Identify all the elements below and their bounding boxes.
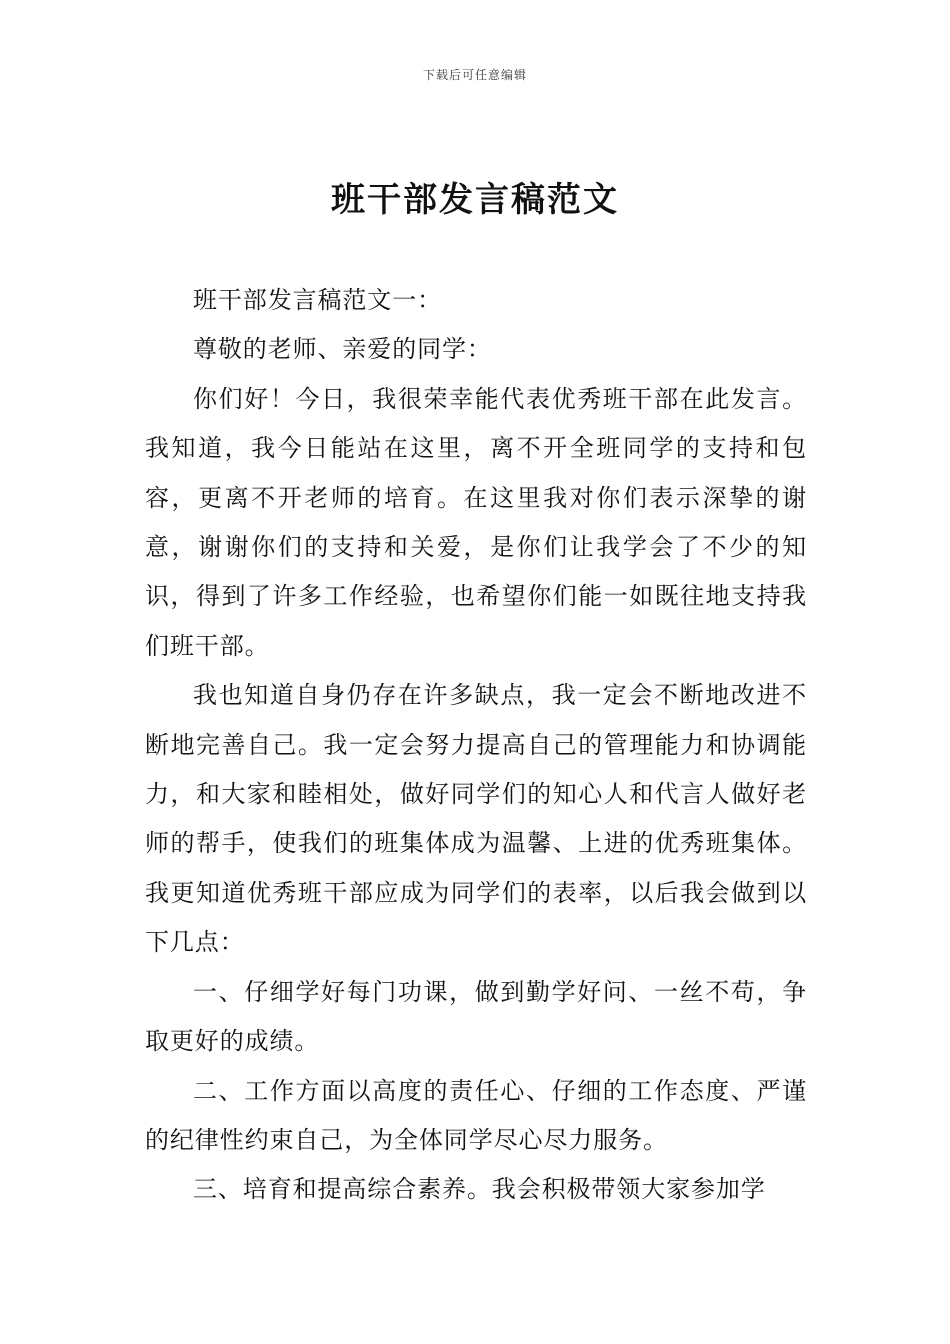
paragraph: 班干部发言稿范文一：	[193, 286, 442, 314]
document-title: 班干部发言稿范文	[331, 180, 619, 220]
paragraph: 我也知道自身仍存在许多缺点，我一定会不断地改进不断地完善自己。我一定会努力提高自己的管理能力和协调能力，和大家和睦相处，做好同学们的知心人和代言人做好老师的帮手，使我们的班集体成为温馨、上进的优秀班集体。我更知道优秀班干部应成为同学们的表率，以后我会做到以下几点：	[145, 681, 807, 957]
paragraph: 尊敬的老师、亲爱的同学：	[193, 335, 492, 364]
paragraph: 三、培育和提高综合素养。我会积极带领大家参加学	[193, 1175, 766, 1204]
paragraph: 二、工作方面以高度的责任心、仔细的工作态度、严谨的纪律性约束自己，为全体同学尽心尽力服务。	[145, 1076, 807, 1154]
paragraph: 一、仔细学好每门功课，做到勤学好问、一丝不苟，争取更好的成绩。	[145, 977, 807, 1056]
document-body	[145, 276, 807, 1215]
paragraph: 你们好！今日，我很荣幸能代表优秀班干部在此发言。我知道，我今日能站在这里，离不开全班同学的支持和包容，更离不开老师的培育。在这里我对你们表示深挚的谢意，谢谢你们的支持和关爱，是你们让我学会了不少的知识，得到了许多工作经验，也希望你们能一如既往地支持我们班干部。	[145, 384, 807, 660]
header-note: 下载后可任意编辑	[422, 68, 527, 82]
